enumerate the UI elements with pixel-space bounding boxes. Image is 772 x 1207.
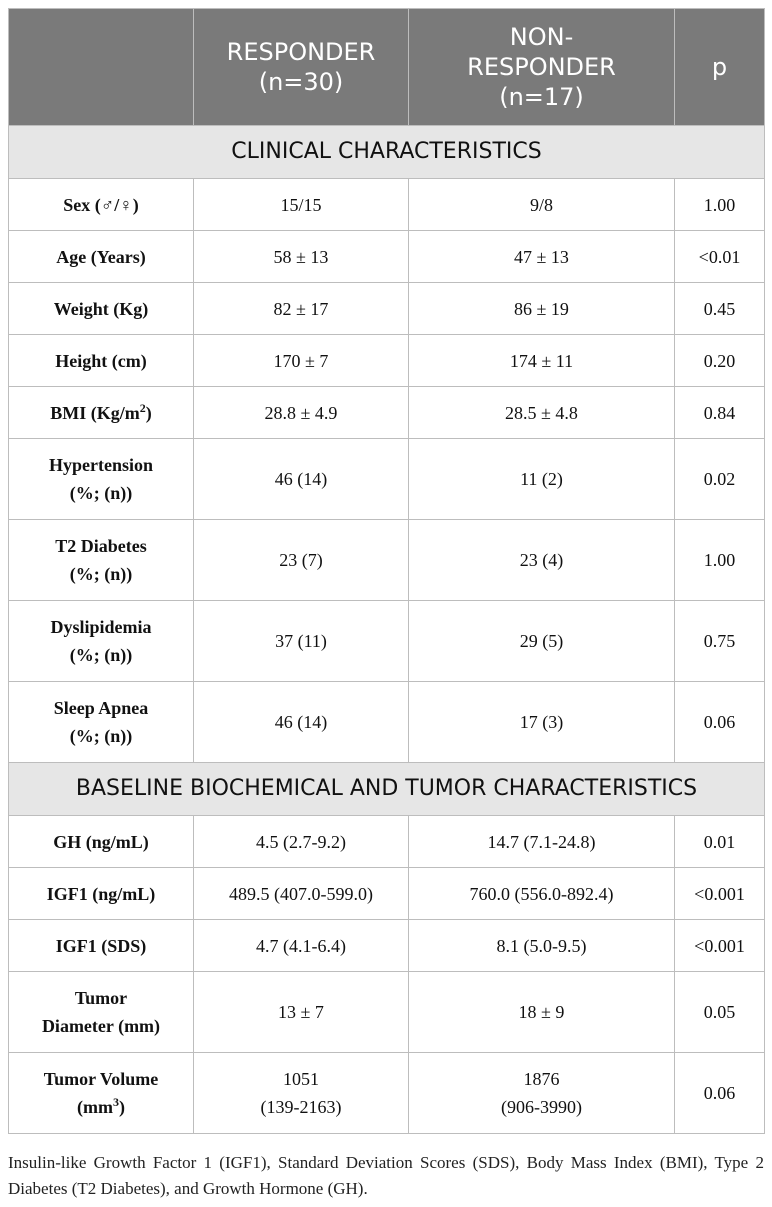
p-value: <0.001 (675, 920, 765, 972)
header-responder: RESPONDER (n=30) (194, 9, 409, 126)
p-value: <0.001 (675, 868, 765, 920)
nonresponder-value: 17 (3) (409, 682, 675, 763)
p-value: 1.00 (675, 520, 765, 601)
row-label: Sex (♂/♀) (9, 179, 194, 231)
p-value: 0.06 (675, 1053, 765, 1134)
header-blank-cell (9, 9, 194, 126)
table-row (9, 387, 765, 439)
table-row (9, 283, 765, 335)
nonresponder-value: 29 (5) (409, 601, 675, 682)
row-label: BMI $(Kg/m^2)$ (9, 387, 194, 439)
row-label: IGF1 (SDS) (9, 920, 194, 972)
section-clinical (9, 126, 765, 179)
nonresponder-value: 47 ± 13 (409, 231, 675, 283)
table-row (9, 868, 765, 920)
header-p-value: p (675, 9, 765, 126)
nonresponder-value: 14.7 (7.1-24.8) (409, 816, 675, 868)
responder-value: 1051 (139-2163) (194, 1053, 409, 1134)
nonresponder-value: 23 (4) (409, 520, 675, 601)
table-row (9, 1053, 765, 1134)
p-value: 0.20 (675, 335, 765, 387)
section-baseline (9, 763, 765, 816)
nonresponder-value: 8.1 (5.0-9.5) (409, 920, 675, 972)
table-row (9, 179, 765, 231)
header-nonresponder: NON- RESPONDER (n=17) (409, 9, 675, 126)
responder-value: 46 (14) (194, 439, 409, 520)
p-value: 1.00 (675, 179, 765, 231)
table-container (8, 8, 764, 1134)
row-label: IGF1 (ng/mL) (9, 868, 194, 920)
row-label: Age (Years) (9, 231, 194, 283)
p-value: 0.45 (675, 283, 765, 335)
responder-value: 23 (7) (194, 520, 409, 601)
responder-value: 170 ± 7 (194, 335, 409, 387)
responder-value: 4.7 (4.1-6.4) (194, 920, 409, 972)
row-label: Tumor Volume $(mm^3)$ (9, 1053, 194, 1134)
nonresponder-value: 1876 (906-3990) (409, 1053, 675, 1134)
responder-value: 82 ± 17 (194, 283, 409, 335)
p-value: 0.84 (675, 387, 765, 439)
responder-value: 13 ± 7 (194, 972, 409, 1053)
table-row (9, 816, 765, 868)
responder-value: 46 (14) (194, 682, 409, 763)
table-row (9, 231, 765, 283)
table-footnote: Insulin-like Growth Factor 1 (IGF1), Standard Deviation Scores (SDS), Body Mass Index (BMI), Type 2 Diabetes (T2 Diabetes), and Growth Hormone (GH). (8, 1153, 764, 1198)
row-label: Weight (Kg) (9, 283, 194, 335)
responder-value: 58 ± 13 (194, 231, 409, 283)
table-row (9, 520, 765, 601)
nonresponder-value: 18 ± 9 (409, 972, 675, 1053)
nonresponder-value: 174 ± 11 (409, 335, 675, 387)
p-value: 0.75 (675, 601, 765, 682)
table-row (9, 682, 765, 763)
characteristics-table (8, 8, 765, 1134)
row-label: Sleep Apnea (%; (n)) (9, 682, 194, 763)
row-label: T2 Diabetes (%; (n)) (9, 520, 194, 601)
header-row (9, 9, 765, 126)
table-row (9, 601, 765, 682)
row-label: Hypertension (%; (n)) (9, 439, 194, 520)
p-value: 0.02 (675, 439, 765, 520)
nonresponder-value: 9/8 (409, 179, 675, 231)
responder-value: 37 (11) (194, 601, 409, 682)
row-label: Height (cm) (9, 335, 194, 387)
nonresponder-value: 11 (2) (409, 439, 675, 520)
nonresponder-value: 28.5 ± 4.8 (409, 387, 675, 439)
nonresponder-value: 760.0 (556.0-892.4) (409, 868, 675, 920)
responder-value: 15/15 (194, 179, 409, 231)
p-value: <0.01 (675, 231, 765, 283)
p-value: 0.06 (675, 682, 765, 763)
nonresponder-value: 86 ± 19 (409, 283, 675, 335)
row-label: GH (ng/mL) (9, 816, 194, 868)
row-label: Tumor Diameter (mm) (9, 972, 194, 1053)
responder-value: 489.5 (407.0-599.0) (194, 868, 409, 920)
row-label: Dyslipidemia (%; (n)) (9, 601, 194, 682)
table-row (9, 920, 765, 972)
section-title: BASELINE BIOCHEMICAL AND TUMOR CHARACTERISTICS (9, 763, 765, 816)
responder-value: 28.8 ± 4.9 (194, 387, 409, 439)
table-row (9, 972, 765, 1053)
section-title: CLINICAL CHARACTERISTICS (9, 126, 765, 179)
table-row (9, 335, 765, 387)
responder-value: 4.5 (2.7-9.2) (194, 816, 409, 868)
table-row (9, 439, 765, 520)
p-value: 0.01 (675, 816, 765, 868)
p-value: 0.05 (675, 972, 765, 1053)
